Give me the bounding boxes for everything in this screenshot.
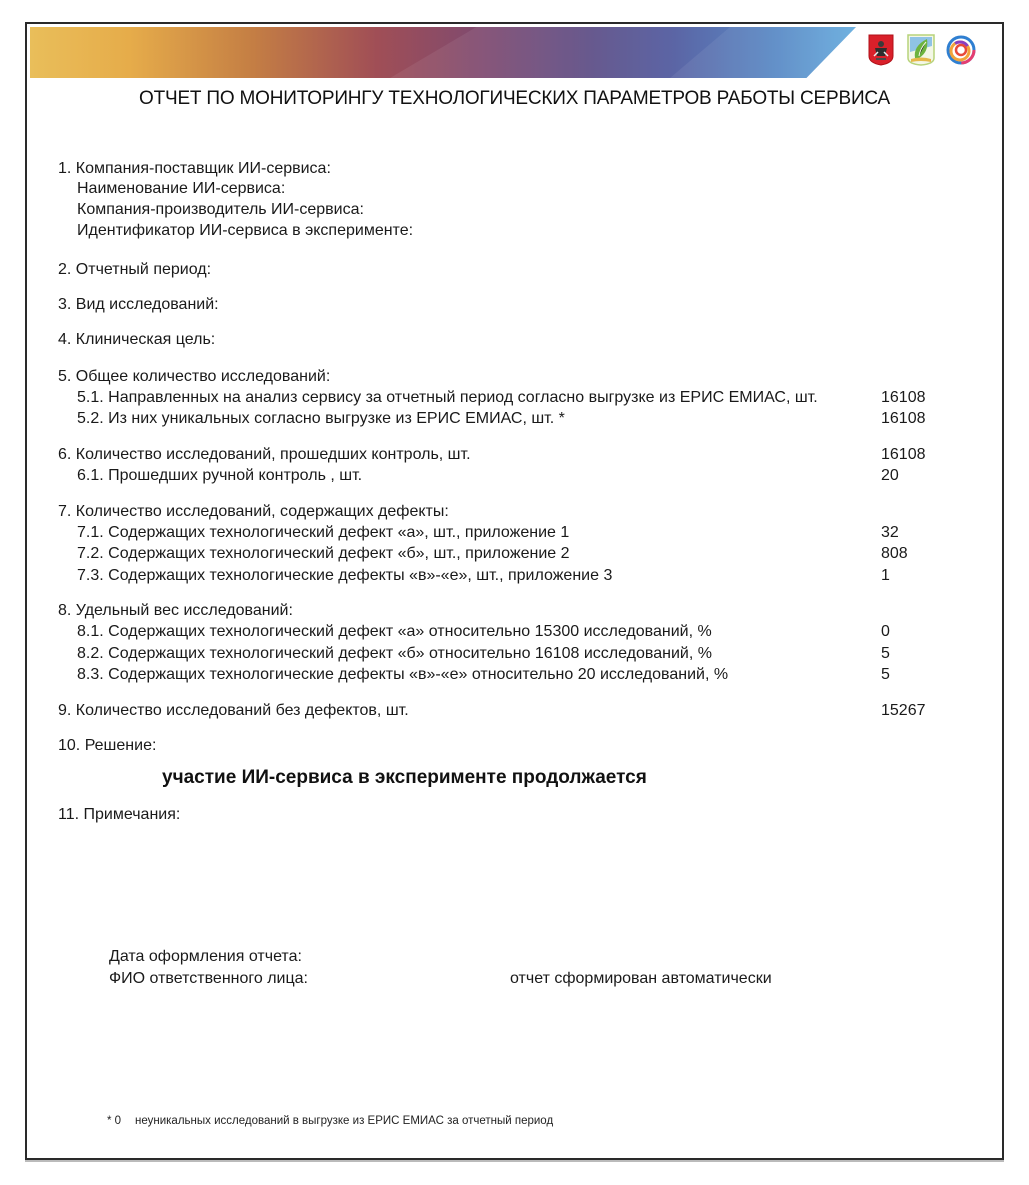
item-value: 16108 — [881, 410, 926, 427]
item-label: 8.3. Содержащих технологические дефекты «в»-«е» относительно 20 исследований, % — [77, 666, 729, 683]
green-leaf-emblem-icon — [905, 32, 937, 68]
responsible-person-label: ФИО ответственного лица: — [109, 970, 308, 987]
item-value: 0 — [881, 623, 890, 640]
report-page — [25, 22, 1004, 1160]
responsible-person-value: отчет сформирован автоматически — [510, 970, 772, 987]
item-label: 5.2. Из них уникальных согласно выгрузке из ЕРИС ЕМИАС, шт. * — [77, 410, 565, 427]
section-label: 11. Примечания: — [58, 806, 181, 823]
section-label: 4. Клиническая цель: — [58, 331, 216, 348]
section-label: 6. Количество исследований, прошедших контроль, шт. — [58, 446, 471, 463]
item-label: 7.3. Содержащих технологические дефекты «в»-«е», шт., приложение 3 — [77, 567, 613, 584]
report-title: ОТЧЕТ ПО МОНИТОРИНГУ ТЕХНОЛОГИЧЕСКИХ ПАРАМЕТРОВ РАБОТЫ СЕРВИСА — [139, 88, 890, 109]
item-label: 6.1. Прошедших ручной контроль , шт. — [77, 467, 363, 484]
header-logos — [865, 32, 977, 68]
item-value: 5 — [881, 666, 890, 683]
item-value: 32 — [881, 524, 899, 541]
section-label: 5. Общее количество исследований: — [58, 368, 331, 385]
item-label: 8.2. Содержащих технологический дефект «б» относительно 16108 исследований, % — [77, 645, 712, 662]
footnote-marker: * 0 — [107, 1115, 122, 1127]
item-value: 5 — [881, 645, 890, 662]
section-value: 16108 — [881, 446, 926, 463]
section-label: 10. Решение: — [58, 737, 157, 754]
field-label: Идентификатор ИИ-сервиса в эксперименте: — [77, 222, 414, 239]
item-value: 808 — [881, 545, 908, 562]
decision-text: участие ИИ-сервиса в эксперименте продолжается — [162, 767, 647, 788]
moscow-coat-of-arms-icon — [865, 32, 897, 68]
colorful-ring-logo-icon — [945, 32, 977, 68]
section-label: 2. Отчетный период: — [58, 261, 212, 278]
item-label: 7.2. Содержащих технологический дефект «б», шт., приложение 2 — [77, 545, 570, 562]
section-label: 1. Компания-поставщик ИИ-сервиса: — [58, 160, 331, 177]
section-label: 3. Вид исследований: — [58, 296, 219, 313]
item-value: 16108 — [881, 389, 926, 406]
item-label: 7.1. Содержащих технологический дефект «а», шт., приложение 1 — [77, 524, 570, 541]
section-label: 9. Количество исследований без дефектов, шт. — [58, 702, 409, 719]
section-label: 8. Удельный вес исследований: — [58, 602, 293, 619]
field-label: Компания-производитель ИИ-сервиса: — [77, 201, 364, 218]
section-label: 7. Количество исследований, содержащих дефекты: — [58, 503, 449, 520]
report-date-label: Дата оформления отчета: — [109, 948, 302, 965]
footnote-text: неуникальных исследований в выгрузке из ЕРИС ЕМИАС за отчетный период — [135, 1115, 554, 1127]
item-value: 20 — [881, 467, 899, 484]
field-label: Наименование ИИ-сервиса: — [77, 180, 286, 197]
item-value: 1 — [881, 567, 890, 584]
header-gradient-banner — [30, 27, 856, 78]
item-label: 5.1. Направленных на анализ сервису за отчетный период согласно выгрузке из ЕРИС ЕМИАС, шт. — [77, 389, 818, 406]
item-label: 8.1. Содержащих технологический дефект «а» относительно 15300 исследований, % — [77, 623, 712, 640]
footnote — [107, 1115, 553, 1127]
section-value: 15267 — [881, 702, 926, 719]
